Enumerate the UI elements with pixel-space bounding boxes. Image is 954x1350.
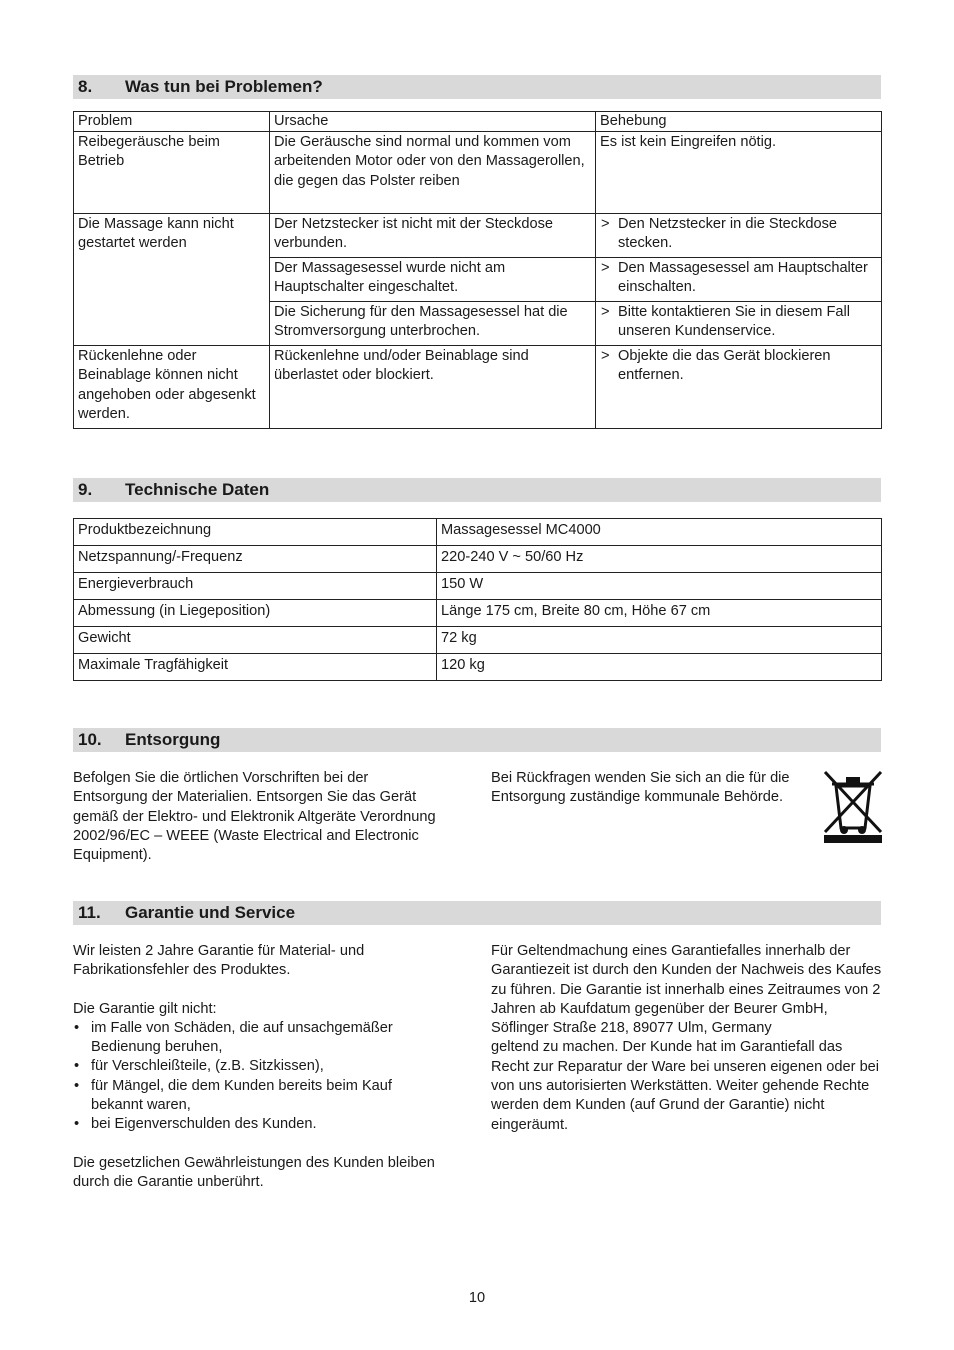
arrow-bullet: > bbox=[601, 348, 610, 364]
fix-text: Den Netzstecker in die Steckdose stecken. bbox=[618, 216, 838, 252]
table-row bbox=[74, 573, 882, 600]
fix-text: Den Massagesessel am Hauptschalter einschalten. bbox=[618, 260, 868, 296]
spec-label: Maximale Tragfähigkeit bbox=[74, 654, 437, 681]
section-8-heading bbox=[73, 75, 881, 99]
arrow-bullet: > bbox=[601, 216, 610, 232]
section-10-heading bbox=[73, 728, 881, 752]
section-title: Was tun bei Problemen? bbox=[125, 77, 323, 96]
spec-label: Abmessung (in Liegeposition) bbox=[74, 600, 437, 627]
disposal-right-column bbox=[491, 769, 806, 808]
problem-cell: Reibegeräusche beim Betrieb bbox=[74, 132, 270, 214]
spec-value: 72 kg bbox=[437, 627, 882, 654]
spec-value: 120 kg bbox=[437, 654, 882, 681]
warranty-exclusions-heading: Die Garantie gilt nicht: bbox=[73, 1000, 217, 1017]
table-row bbox=[74, 346, 882, 429]
technical-data-table bbox=[73, 518, 882, 681]
spec-label: Produktbezeichnung bbox=[74, 519, 437, 546]
section-title: Garantie und Service bbox=[125, 903, 296, 922]
cause-cell: Die Sicherung für den Massagesessel hat die Stromversorgung unterbrochen. bbox=[270, 302, 596, 346]
cause-cell: Der Massagesessel wurde nicht am Hauptschalter eingeschaltet. bbox=[270, 258, 596, 302]
section-number: 9. bbox=[78, 480, 93, 499]
spec-value: 220-240 V ~ 50/60 Hz bbox=[437, 546, 882, 573]
disposal-instructions: Befolgen Sie die örtlichen Vorschriften bei der Entsorgung der Materialien. Entsorgen Sie das Gerät gemäß der Elektro- und Elektronik Altgeräte Verordnung 2002/96/EC – WEEE (Waste Electrical and Electronic Equipment). bbox=[73, 770, 436, 864]
list-item: • im Falle von Schäden, die auf unsachgemäßer Bedienung beruhen, bbox=[73, 1019, 443, 1058]
warranty-exclusions-list bbox=[73, 1019, 443, 1135]
table-row bbox=[74, 546, 882, 573]
list-item: • für Verschleißteile, (z.B. Sitzkissen), bbox=[73, 1057, 443, 1076]
fix-cell bbox=[596, 214, 882, 258]
cause-cell: Rückenlehne und/oder Beinablage sind überlastet oder blockiert. bbox=[270, 346, 596, 429]
fix-text: Bitte kontaktieren Sie in diesem Fall unseren Kundenservice. bbox=[618, 304, 850, 340]
fix-cell: Es ist kein Eingreifen nötig. bbox=[596, 132, 882, 214]
arrow-bullet: > bbox=[601, 304, 610, 320]
fix-text: Objekte die das Gerät blockieren entfernen. bbox=[618, 348, 831, 384]
spec-label: Energieverbrauch bbox=[74, 573, 437, 600]
section-number: 10. bbox=[78, 730, 102, 749]
column-header-fix: Behebung bbox=[596, 112, 882, 132]
warranty-right-column bbox=[491, 942, 883, 1135]
cause-cell: Der Netzstecker ist nicht mit der Steckdose verbunden. bbox=[270, 214, 596, 258]
troubleshooting-table bbox=[73, 111, 882, 429]
section-title: Entsorgung bbox=[125, 730, 221, 749]
spec-value: 150 W bbox=[437, 573, 882, 600]
table-header-row bbox=[74, 112, 882, 132]
fix-cell bbox=[596, 258, 882, 302]
section-number: 8. bbox=[78, 77, 93, 96]
section-title: Technische Daten bbox=[125, 480, 270, 499]
table-row bbox=[74, 654, 882, 681]
column-header-cause: Ursache bbox=[270, 112, 596, 132]
section-number: 11. bbox=[78, 903, 101, 922]
warranty-claim-text: Für Geltendmachung eines Garantiefalles innerhalb der Garantiezeit ist durch den Kunden der Nachweis des Kaufes zu führen. Die Garantie ist innerhalb eines Zeitraumes von 2 Jahren ab Kaufdatum gegenüber der Beurer GmbH, Söflinger Straße 218, 89077 Ulm, Germany bbox=[491, 943, 882, 1037]
disposal-contact-info: Bei Rückfragen wenden Sie sich an die für die Entsorgung zuständige kommunale Behörde. bbox=[491, 770, 790, 806]
problem-cell: Die Massage kann nicht gestartet werden bbox=[74, 214, 270, 346]
table-row bbox=[74, 627, 882, 654]
column-header-problem: Problem bbox=[74, 112, 270, 132]
arrow-bullet: > bbox=[601, 260, 610, 276]
spec-value: Länge 175 cm, Breite 80 cm, Höhe 67 cm bbox=[437, 600, 882, 627]
section-9-heading bbox=[73, 478, 881, 502]
page-number: 10 bbox=[468, 1290, 486, 1306]
spec-label: Netzspannung/-Frequenz bbox=[74, 546, 437, 573]
weee-crossed-bin-icon bbox=[822, 770, 884, 844]
warranty-left-column bbox=[73, 942, 443, 1192]
problem-cell: Rückenlehne oder Beinablage können nicht angehoben oder abgesenkt werden. bbox=[74, 346, 270, 429]
fix-cell bbox=[596, 302, 882, 346]
section-11-heading bbox=[73, 901, 881, 925]
warranty-intro: Wir leisten 2 Jahre Garantie für Material- und Fabrikationsfehler des Produktes. bbox=[73, 943, 365, 979]
warranty-closing: Die gesetzlichen Gewährleistungen des Kunden bleiben durch die Garantie unberührt. bbox=[73, 1154, 435, 1190]
list-item: • bei Eigenverschulden des Kunden. bbox=[73, 1115, 443, 1134]
list-item: • für Mängel, die dem Kunden bereits beim Kauf bekannt waren, bbox=[73, 1077, 443, 1116]
disposal-left-column bbox=[73, 769, 445, 865]
spec-label: Gewicht bbox=[74, 627, 437, 654]
cause-cell: Die Geräusche sind normal und kommen vom arbeitenden Motor oder von den Massagerollen, die gegen das Polster reiben bbox=[270, 132, 596, 214]
table-row bbox=[74, 214, 882, 258]
fix-cell bbox=[596, 346, 882, 429]
table-row bbox=[74, 132, 882, 214]
spec-value: Massagesessel MC4000 bbox=[437, 519, 882, 546]
warranty-rights-text: geltend zu machen. Der Kunde hat im Garantiefall das Recht zur Reparatur der Ware bei unseren eigenen oder bei von uns autorisierten Werkstätten. Weiter gehende Rechte werden dem Kunden (auf Grund der Garantie) nicht eingeräumt. bbox=[491, 1039, 880, 1133]
table-row bbox=[74, 600, 882, 627]
table-row bbox=[74, 519, 882, 546]
